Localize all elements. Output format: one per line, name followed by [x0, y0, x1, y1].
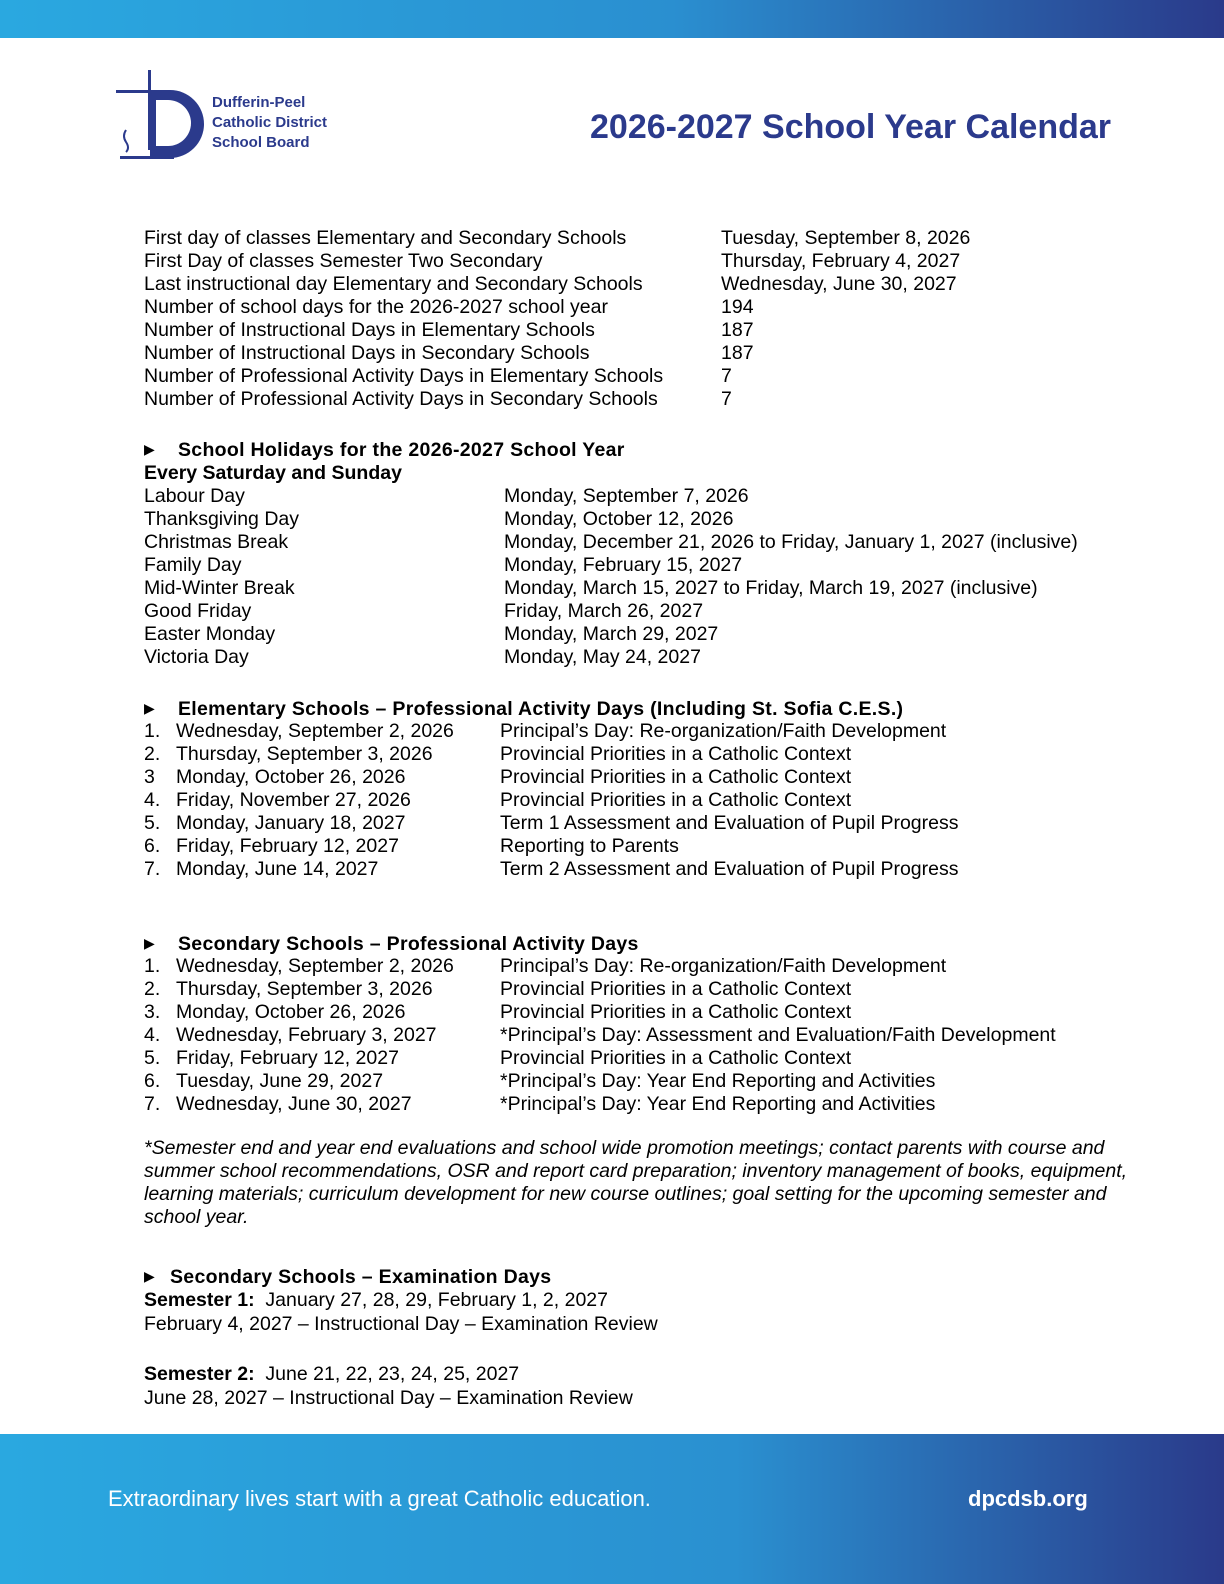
- triangle-bullet-icon: ▶: [144, 935, 156, 951]
- pa-day-date: Friday, February 12, 2027: [176, 1047, 399, 1069]
- holiday-date: Monday, February 15, 2027: [504, 554, 743, 576]
- pa-day-number: 5.: [144, 812, 161, 834]
- pa-day-row: [144, 812, 1144, 835]
- pa-day-description: Provincial Priorities in a Catholic Context: [500, 743, 852, 765]
- pa-day-description: Principal’s Day: Re-organization/Faith Development: [500, 955, 947, 977]
- semester-1-dates: January 27, 28, 29, February 1, 2, 2027: [265, 1289, 608, 1311]
- semester-2-review: June 28, 2027 – Instructional Day – Examination Review: [144, 1387, 633, 1409]
- key-date-value: Wednesday, June 30, 2027: [721, 273, 957, 295]
- exam-days-heading: ▶ Secondary Schools – Examination Days: [144, 1266, 552, 1288]
- pa-day-number: 2.: [144, 743, 161, 765]
- holiday-date: Friday, March 26, 2027: [504, 600, 704, 622]
- key-date-value: 194: [721, 296, 754, 318]
- pa-day-row: [144, 1070, 1144, 1093]
- pa-day-date: Monday, January 18, 2027: [176, 812, 406, 834]
- secondary-pa-section: [144, 931, 1144, 1229]
- key-date-value: 7: [721, 365, 732, 387]
- cross-d-logo-icon: [112, 66, 212, 170]
- key-date-value: Tuesday, September 8, 2026: [721, 227, 971, 249]
- logo-line-3: School Board: [212, 134, 310, 151]
- key-date-label: First day of classes Elementary and Secondary Schools: [144, 227, 627, 249]
- triangle-bullet-icon: ▶: [144, 1268, 156, 1284]
- pa-day-description: Provincial Priorities in a Catholic Context: [500, 1047, 852, 1069]
- holiday-row: [144, 531, 1144, 554]
- pa-day-number: 2.: [144, 978, 161, 1000]
- logo-line-2: Catholic District: [212, 114, 328, 131]
- holiday-name: Christmas Break: [144, 531, 289, 553]
- pa-day-row: [144, 743, 1144, 766]
- pa-day-number: 4.: [144, 1024, 161, 1046]
- pa-day-date: Wednesday, September 2, 2026: [176, 955, 454, 977]
- pa-day-date: Friday, February 12, 2027: [176, 835, 399, 857]
- pa-day-row: [144, 720, 1144, 743]
- holiday-date: Monday, March 29, 2027: [504, 623, 719, 645]
- holidays-heading: ▶ School Holidays for the 2026-2027 School Year: [144, 439, 625, 461]
- pa-day-number: 3.: [144, 1001, 161, 1023]
- weekends-note: Every Saturday and Sunday: [144, 462, 402, 484]
- pa-day-description: Principal’s Day: Re-organization/Faith Development: [500, 720, 947, 742]
- pa-day-number: 5.: [144, 1047, 161, 1069]
- holiday-date: Monday, September 7, 2026: [504, 485, 749, 507]
- pa-day-description: Provincial Priorities in a Catholic Context: [500, 978, 852, 1000]
- pa-day-description: Reporting to Parents: [500, 835, 679, 857]
- pa-day-row: [144, 835, 1144, 858]
- key-date-row: [144, 250, 1144, 273]
- elementary-pa-heading: ▶ Elementary Schools – Professional Activity Days (Including St. Sofia C.E.S.): [144, 698, 904, 720]
- document-title: 2026-2027 School Year Calendar: [590, 108, 1112, 146]
- pa-day-date: Thursday, September 3, 2026: [176, 743, 433, 765]
- pa-day-date: Wednesday, September 2, 2026: [176, 720, 454, 742]
- holiday-date: Monday, October 12, 2026: [504, 508, 734, 530]
- secondary-pa-heading: ▶ Secondary Schools – Professional Activity Days: [144, 933, 639, 955]
- exam-days-section: [144, 1264, 1144, 1410]
- holiday-row: [144, 508, 1144, 531]
- principal-day-footnote: *Semester end and year end evaluations and school wide promotion meetings; contact parents with course and summer school recommendations, OSR and report card preparation; inventory management of books, equipment, learning materials; curriculum development for new course outlines; goal setting for the upcoming semester and school year.: [144, 1137, 1128, 1228]
- holiday-date: Monday, March 15, 2027 to Friday, March 19, 2027 (inclusive): [504, 577, 1038, 599]
- key-date-value: 187: [721, 319, 754, 341]
- pa-day-description: *Principal’s Day: Assessment and Evaluation/Faith Development: [500, 1024, 1056, 1046]
- pa-day-number: 6.: [144, 835, 161, 857]
- elementary-pa-section: [144, 696, 1144, 881]
- holiday-name: Victoria Day: [144, 646, 249, 668]
- key-date-label: Number of Professional Activity Days in Elementary Schools: [144, 365, 664, 387]
- holiday-row: [144, 623, 1144, 646]
- top-banner: [0, 0, 1224, 38]
- key-date-row: [144, 319, 1144, 342]
- key-dates-list: [144, 227, 1144, 411]
- holidays-section: [144, 437, 1144, 669]
- logo-line-1: Dufferin-Peel: [212, 94, 306, 111]
- pa-day-description: *Principal’s Day: Year End Reporting and Activities: [500, 1070, 936, 1092]
- pa-day-row: [144, 1024, 1144, 1047]
- pa-day-row: [144, 789, 1144, 812]
- holiday-row: [144, 600, 1144, 623]
- pa-day-number: 1.: [144, 720, 161, 742]
- semester-2-dates: June 21, 22, 23, 24, 25, 2027: [265, 1363, 520, 1385]
- key-date-value: 7: [721, 388, 732, 410]
- holiday-name: Good Friday: [144, 600, 252, 622]
- pa-day-date: Friday, November 27, 2026: [176, 789, 411, 811]
- pa-day-number: 1.: [144, 955, 161, 977]
- pa-day-row: [144, 1047, 1144, 1070]
- holiday-name: Family Day: [144, 554, 242, 576]
- pa-day-description: Provincial Priorities in a Catholic Context: [500, 766, 852, 788]
- holiday-date: Monday, December 21, 2026 to Friday, January 1, 2027 (inclusive): [504, 531, 1078, 553]
- pa-day-date: Monday, June 14, 2027: [176, 858, 379, 880]
- footer-banner: [0, 1434, 1224, 1584]
- pa-day-number: 4.: [144, 789, 161, 811]
- pa-day-date: Wednesday, June 30, 2027: [176, 1093, 412, 1115]
- pa-day-date: Wednesday, February 3, 2027: [176, 1024, 437, 1046]
- calendar-content: [144, 227, 1144, 1410]
- triangle-bullet-icon: ▶: [144, 441, 156, 457]
- key-date-label: First Day of classes Semester Two Secondary: [144, 250, 543, 272]
- key-date-row: [144, 342, 1144, 365]
- semester-1-exams: [144, 1288, 1144, 1312]
- holiday-row: [144, 646, 1144, 669]
- pa-day-row: [144, 955, 1144, 978]
- pa-day-description: Provincial Priorities in a Catholic Context: [500, 789, 852, 811]
- pa-day-number: 6.: [144, 1070, 161, 1092]
- pa-day-date: Thursday, September 3, 2026: [176, 978, 433, 1000]
- semester-1-label: Semester 1:: [144, 1289, 255, 1311]
- key-date-row: [144, 388, 1144, 411]
- website-link[interactable]: dpcdsb.org: [968, 1486, 1088, 1511]
- footer-tagline: Extraordinary lives start with a great Catholic education.: [108, 1486, 651, 1511]
- pa-day-date: Monday, October 26, 2026: [176, 766, 406, 788]
- key-date-value: Thursday, February 4, 2027: [721, 250, 961, 272]
- school-board-logo: [112, 66, 352, 170]
- key-date-row: [144, 365, 1144, 388]
- holiday-row: [144, 485, 1144, 508]
- pa-day-row: [144, 1093, 1144, 1116]
- pa-day-row: [144, 858, 1144, 881]
- key-date-row: [144, 296, 1144, 319]
- pa-day-description: Provincial Priorities in a Catholic Context: [500, 1001, 852, 1023]
- triangle-bullet-icon: ▶: [144, 700, 156, 716]
- holiday-name: Thanksgiving Day: [144, 508, 299, 530]
- holiday-name: Easter Monday: [144, 623, 276, 645]
- holiday-name: Labour Day: [144, 485, 245, 507]
- pa-day-number: 7.: [144, 858, 161, 880]
- logo-wordmark: [212, 93, 327, 153]
- semester-2-exams: [144, 1362, 1144, 1386]
- key-date-label: Number of Instructional Days in Elementary Schools: [144, 319, 595, 341]
- key-date-label: Last instructional day Elementary and Secondary Schools: [144, 273, 643, 295]
- pa-day-number: 7.: [144, 1093, 161, 1115]
- key-date-row: [144, 227, 1144, 250]
- holiday-date: Monday, May 24, 2027: [504, 646, 701, 668]
- key-date-label: Number of Professional Activity Days in Secondary Schools: [144, 388, 658, 410]
- holiday-row: [144, 577, 1144, 600]
- pa-day-row: [144, 1001, 1144, 1024]
- semester-2-label: Semester 2:: [144, 1363, 255, 1385]
- pa-day-row: [144, 766, 1144, 789]
- semester-1-review: February 4, 2027 – Instructional Day – Examination Review: [144, 1313, 658, 1335]
- holiday-row: [144, 554, 1144, 577]
- pa-day-date: Tuesday, June 29, 2027: [176, 1070, 384, 1092]
- pa-day-date: Monday, October 26, 2026: [176, 1001, 406, 1023]
- key-date-label: Number of Instructional Days in Secondary Schools: [144, 342, 590, 364]
- key-date-label: Number of school days for the 2026-2027 school year: [144, 296, 608, 318]
- key-date-row: [144, 273, 1144, 296]
- key-date-value: 187: [721, 342, 754, 364]
- pa-day-row: [144, 978, 1144, 1001]
- holiday-name: Mid-Winter Break: [144, 577, 295, 599]
- pa-day-description: Term 1 Assessment and Evaluation of Pupil Progress: [500, 812, 959, 834]
- pa-day-number: 3: [144, 766, 155, 788]
- pa-day-description: Term 2 Assessment and Evaluation of Pupil Progress: [500, 858, 959, 880]
- pa-day-description: *Principal’s Day: Year End Reporting and Activities: [500, 1093, 936, 1115]
